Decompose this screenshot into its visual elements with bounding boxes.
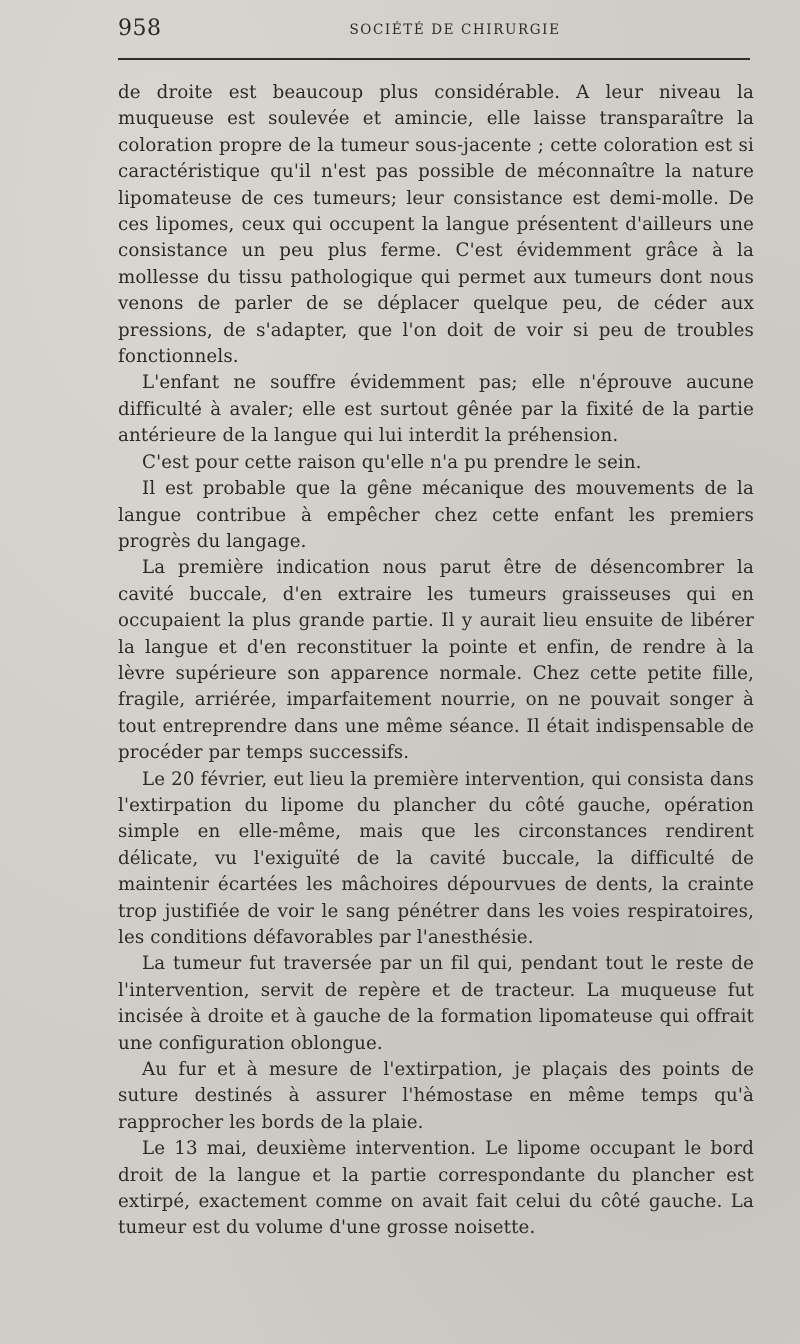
- paragraph: La tumeur fut traversée par un fil qui, pendant tout le reste de l'intervention, servit de repère et de tracteur. La muqueuse fut incisée à droite et à gauche de la formation lipomateuse qui offrait une configuration oblongue.: [118, 953, 754, 1054]
- paragraph: Au fur et à mesure de l'extirpation, je plaçais des points de suture destinés à assurer l'hémostase en même temps qu'à rapprocher les bords de la plaie.: [118, 1059, 754, 1133]
- paragraph: de droite est beaucoup plus considérable. A leur niveau la muqueuse est soulevée et amincie, elle laisse transparaître la coloration propre de la tumeur sous-jacente ; cette coloration est si caractéristique qu'il n'est pas possible de méconnaître la nature lipomateuse de ces tumeurs; leur consistance est demi-molle. De ces lipomes, ceux qui occupent la langue présentent d'ailleurs une consistance un peu plus ferme. C'est évidemment grâce à la mollesse du tissu pathologique qui permet aux tumeurs dont nous venons de parler de se déplacer quelque peu, de céder aux pressions, de s'adapter, que l'on doit de voir si peu de troubles fonctionnels.: [118, 82, 754, 368]
- header-rule: [118, 58, 750, 60]
- paragraph: La première indication nous parut être de désencombrer la cavité buccale, d'en extraire les tumeurs graisseuses qui en occupaient la plus grande partie. Il y aurait lieu ensuite de libérer la langue et d'en reconstituer la pointe et enfin, de rendre à la lèvre supérieure son apparence normale. Chez cette petite fille, fragile, arriérée, imparfaitement nourrie, on ne pouvait songer à tout entreprendre dans une même séance. Il était indispensable de procéder par temps successifs.: [118, 557, 754, 764]
- page-number: 958: [118, 16, 162, 41]
- paragraph: L'enfant ne souffre évidemment pas; elle n'éprouve aucune difficulté à avaler; elle est surtout gênée par la fixité de la partie antérieure de la langue qui lui interdit la préhension.: [118, 372, 754, 447]
- paragraph: Le 13 mai, deuxième intervention. Le lipome occupant le bord droit de la langue et la partie correspondante du plancher est extirpé, exactement comme on avait fait celui du côté gauche. La tumeur est du volume d'une grosse noisette.: [118, 1138, 754, 1239]
- paragraph: C'est pour cette raison qu'elle n'a pu prendre le sein.: [142, 451, 642, 473]
- paragraph: Il est probable que la gêne mécanique des mouvements de la langue contribue à empêcher chez cette enfant les premiers progrès du langage.: [118, 478, 754, 552]
- paragraph: Le 20 février, eut lieu la première intervention, qui consista dans l'extirpation du lipome du plancher du côté gauche, opération simple en elle-même, mais que les circonstances rendirent délicate, vu l'exiguïté de la cavité buccale, la difficulté de maintenir écartées les mâchoires dépourvues de dents, la crainte trop justifiée de voir le sang pénétrer dans les voies respiratoires, les conditions défavorables par l'anesthésie.: [118, 768, 754, 948]
- running-head: [118, 16, 752, 48]
- body-text: [118, 80, 754, 1242]
- journal-title: SOCIÉTÉ DE CHIRURGIE: [349, 22, 561, 38]
